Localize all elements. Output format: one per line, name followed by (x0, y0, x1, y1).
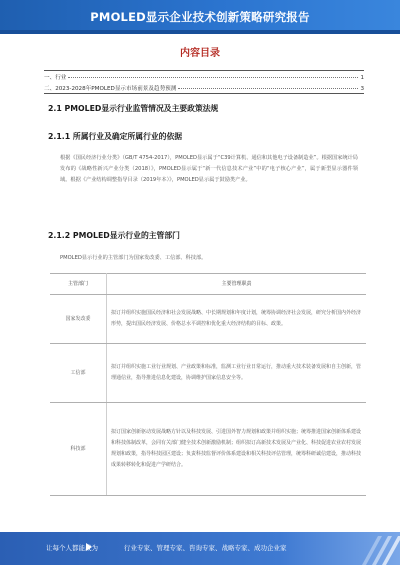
report-title: PMOLED显示企业技术创新策略研究报告 (90, 10, 310, 24)
table-row (50, 344, 366, 403)
toc-dot-leader (178, 88, 358, 89)
regulator-table (50, 273, 366, 496)
footer-tags: 行业专家、管理专家、咨询专家、战略专家、成功企业家 (124, 544, 287, 552)
section-paragraph: 根据《国民经济行业分类》（GB/T 4754-2017），PMOLED显示属于“C39计算机、通信和其他电子设备制造业”。根据国家统计局发布的《战略性新兴产业分类（2018）》，PMOLED显示属于“新一代信息技术产业”中的“电子核心产业”，属于新型显示器件领域。根据《产业结构调整指导目录（2019年本）》，PMOLED显示属于鼓励类产业。 (60, 155, 358, 183)
toc-entry-label[interactable]: 二、2023-2028年PMOLED显示市场前景及趋势预测 (44, 86, 177, 92)
table-cell-dept: 国家发改委 (50, 295, 107, 344)
table-cell-duty: 拟订并组织实施国民经济和社会发展战略、中长期规划和年度计划，统筹协调经济社会发展，研究分析国内外经济形势，提出国民经济发展、价格总水平调控和优化重大经济结构的目标、政策。 (107, 295, 367, 344)
table-cell-duty: 拟订国家创新驱动发展战略方针以及科技发展、引进国外智力规划和政策并组织实施；统筹推进国家创新体系建设和科技体制改革，会同有关部门健全技术创新激励机制；组织拟订高新技术发展及产业化、科技促进农业农村发展规划和政策，指导科技园区建设；负责科技监督评价体系建设和相关科技评估管理，统筹科研诚信建设，推动科技成果转移转化和促进产学研结合。 (107, 403, 367, 496)
section-heading-2-1: 2.1 PMOLED显示行业监管情况及主要政策法规 (48, 104, 219, 113)
section-paragraph: PMOLED显示行业的主管部门为国家发改委、工信部、科技部。 (60, 255, 207, 261)
toc-entry[interactable] (44, 73, 364, 81)
toc-bottom-rule (44, 93, 364, 94)
toc-entry-page: 1 (360, 75, 364, 81)
table-header-cell: 主要管理职责 (107, 274, 367, 295)
section-heading-2-1-1: 2.1.1 所属行业及确定所属行业的依据 (48, 132, 183, 141)
table-row (50, 403, 366, 496)
diagonal-stripes-icon (352, 536, 400, 565)
table-cell-dept: 科技部 (50, 403, 107, 496)
section-heading-2-1-2: 2.1.2 PMOLED显示行业的主管部门 (48, 231, 180, 240)
table-row (50, 295, 366, 344)
footer-slogan: 让每个人都能成为 (46, 544, 98, 552)
table-cell-dept: 工信部 (50, 344, 107, 403)
toc-dot-leader (68, 77, 358, 78)
toc-heading: 内容目录 (180, 48, 220, 59)
arrow-right-icon (86, 543, 92, 551)
table-header-cell: 主管部门 (50, 274, 107, 295)
table-header-row (50, 274, 366, 295)
table-cell-duty: 拟订并组织实施工业行业规划、产业政策和标准，监测工业行业日常运行，推动重大技术装备发展和自主创新，管理通信业，指导推进信息化建设，协调维护国家信息安全等。 (107, 344, 367, 403)
toc-entry-page: 3 (360, 86, 364, 92)
toc-entry-label[interactable]: 一、行业 (44, 75, 67, 81)
toc-top-rule (44, 70, 364, 71)
toc-entry[interactable] (44, 84, 364, 92)
